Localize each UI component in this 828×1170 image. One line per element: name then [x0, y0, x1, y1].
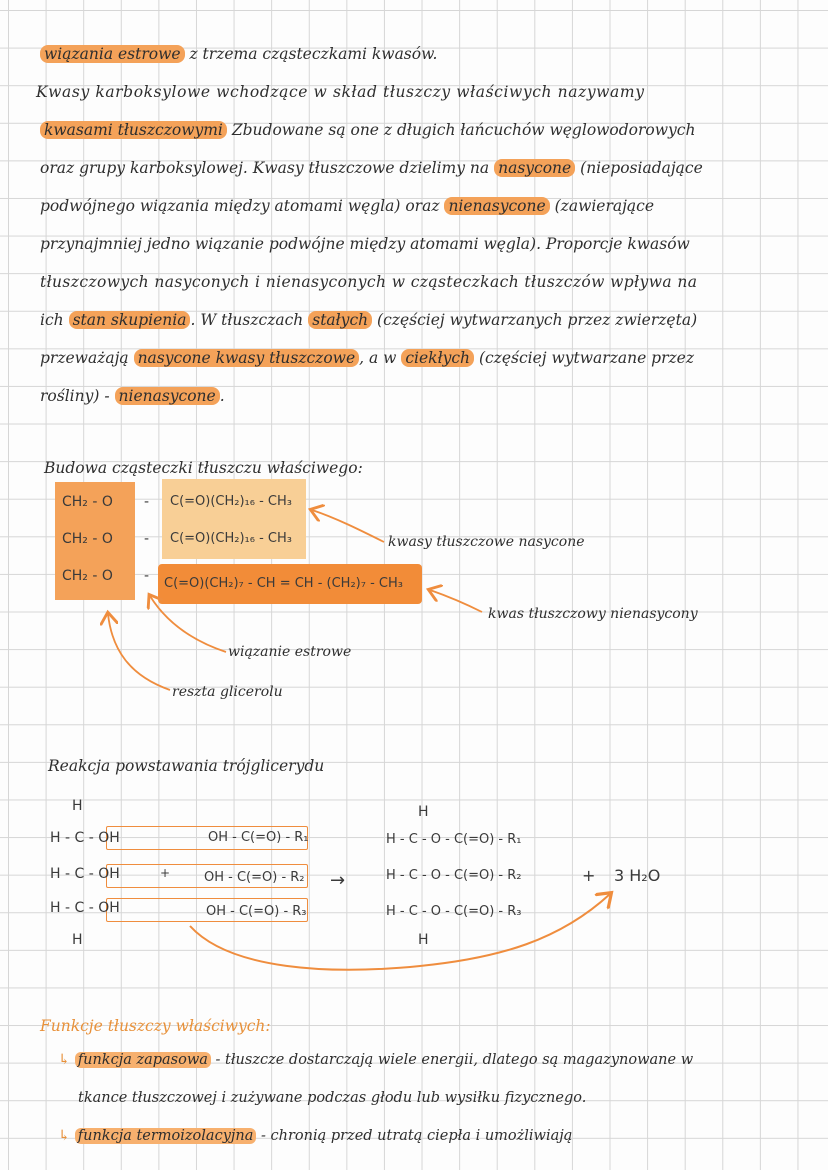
reaction-heading: Reakcja powstawania trójglicerydu: [48, 757, 325, 775]
reactant-row-1: H - C - OH: [50, 830, 120, 846]
glycerol-row-2: CH₂ - O: [62, 531, 113, 547]
product-row-2: H - C - O - C(=O) - R₂: [386, 868, 522, 883]
text-line-2: Kwasy karboksylowe wchodzące w skład tłuszczy właściwych nazywamy: [36, 83, 645, 101]
text-fragment: ich: [40, 311, 64, 329]
text-fragment: - tłuszcze dostarczają wiele energii, dlatego są magazynowane w: [215, 1052, 694, 1068]
highlight-ester-bonds: wiązania estrowe: [40, 45, 185, 63]
acid-row-2: OH - C(=O) - R₂: [204, 870, 305, 885]
highlight-thermal-function: funkcja termoizolacyjna: [75, 1128, 257, 1144]
glycerol-row-1: CH₂ - O: [62, 494, 113, 510]
saturated-acid-2: C(=O)(CH₂)₁₆ - CH₃: [170, 531, 292, 546]
product-plus: +: [582, 866, 596, 885]
product-row-1: H - C - O - C(=O) - R₁: [386, 832, 522, 847]
highlight-unsaturated: nienasycone: [444, 197, 549, 215]
text-fragment: .: [219, 387, 225, 405]
product-h-bottom: H: [418, 932, 429, 948]
text-fragment: rośliny) -: [40, 387, 110, 405]
highlight-saturated-acids: nasycone kwasy tłuszczowe: [134, 349, 360, 367]
highlight-unsaturated-2: nienasycone: [115, 387, 220, 405]
reactant-h-top: H: [72, 798, 83, 814]
text-line-4: [40, 158, 703, 178]
reactant-row-3: H - C - OH: [50, 900, 120, 916]
unsaturated-acid: C(=O)(CH₂)₇ - CH = CH - (CH₂)₇ - CH₃: [164, 576, 403, 591]
text-fragment: , a w: [359, 349, 397, 367]
highlight-solid: stałych: [308, 311, 372, 329]
text-fragment: (częściej wytwarzane przez: [478, 349, 695, 367]
bullet-arrow-icon: ↳: [58, 1052, 71, 1068]
reaction-plus: +: [160, 866, 171, 880]
label-saturated-acids: kwasy tłuszczowe nasycone: [388, 534, 585, 550]
ester-dash-3: -: [144, 568, 150, 584]
bullet-arrow-icon: ↳: [58, 1128, 71, 1144]
product-row-3: H - C - O - C(=O) - R₃: [386, 904, 522, 919]
label-unsaturated-acid: kwas tłuszczowy nienasycony: [488, 606, 698, 622]
text-fragment: podwójnego wiązania między atomami węgla) oraz: [40, 197, 440, 215]
highlight-liquid: ciekłych: [401, 349, 474, 367]
function-1-line-2: tkance tłuszczowej i zużywane podczas głodu lub wysiłku fizycznego.: [78, 1090, 587, 1106]
glycerol-row-3: CH₂ - O: [62, 568, 113, 584]
text-line-1: [40, 44, 437, 64]
highlight-fatty-acids: kwasami tłuszczowymi: [40, 121, 227, 139]
ester-dash-2: -: [144, 531, 150, 547]
ester-dash-1: -: [144, 494, 150, 510]
product-h-top: H: [418, 804, 429, 820]
reaction-arrow: →: [330, 870, 346, 891]
arrow-to-ester: [150, 596, 226, 652]
text-fragment: (zawierające: [554, 197, 655, 215]
text-line-8: [40, 310, 697, 330]
text-fragment: oraz grupy karboksylowej. Kwasy tłuszczowe dzielimy na: [40, 159, 490, 177]
saturated-box: [162, 479, 306, 559]
text-line-7: tłuszczowych nasyconych i nienasyconych w cząsteczkach tłuszczów wpływa na: [40, 273, 698, 291]
water-product: 3 H₂O: [614, 866, 661, 885]
text-fragment: przeważają: [40, 349, 129, 367]
text-line-3: [40, 120, 695, 140]
text-line-5: [40, 196, 654, 216]
arrow-to-saturated: [312, 510, 384, 542]
text-fragment: . W tłuszczach: [190, 311, 304, 329]
functions-heading: Funkcje tłuszczy właściwych:: [40, 1017, 271, 1035]
text-line-6: przynajmniej jedno wiązanie podwójne między atomami węgla). Proporcje kwasów: [40, 235, 690, 253]
reactant-h-bottom: H: [72, 932, 83, 948]
label-ester-bond: wiązanie estrowe: [228, 644, 352, 660]
highlight-storage-function: funkcja zapasowa: [75, 1052, 211, 1068]
saturated-acid-1: C(=O)(CH₂)₁₆ - CH₃: [170, 494, 292, 509]
function-1-line-1: [58, 1050, 693, 1070]
arrow-to-glycerol: [108, 614, 170, 690]
acid-row-3: OH - C(=O) - R₃: [206, 904, 307, 919]
text-line-10: [40, 386, 225, 406]
function-2-line-1: [58, 1126, 572, 1146]
text-fragment: Zbudowane są one z długich łańcuchów węglowodorowych: [231, 121, 696, 139]
acid-row-1: OH - C(=O) - R₁: [208, 830, 309, 845]
text-fragment: (częściej wytwarzanych przez zwierzęta): [377, 311, 698, 329]
label-glycerol-residue: reszta glicerolu: [172, 684, 283, 700]
structure-heading: Budowa cząsteczki tłuszczu właściwego:: [44, 459, 363, 477]
highlight-saturated: nasycone: [494, 159, 575, 177]
highlight-state: stan skupienia: [69, 311, 191, 329]
arrow-to-unsaturated: [430, 590, 482, 612]
text-fragment: z trzema cząsteczkami kwasów.: [189, 45, 438, 63]
text-line-9: [40, 348, 694, 368]
text-fragment: (nieposiadające: [580, 159, 703, 177]
reactant-row-2: H - C - OH: [50, 866, 120, 882]
text-fragment: - chronią przed utratą ciepła i umożliwiają: [260, 1128, 573, 1144]
